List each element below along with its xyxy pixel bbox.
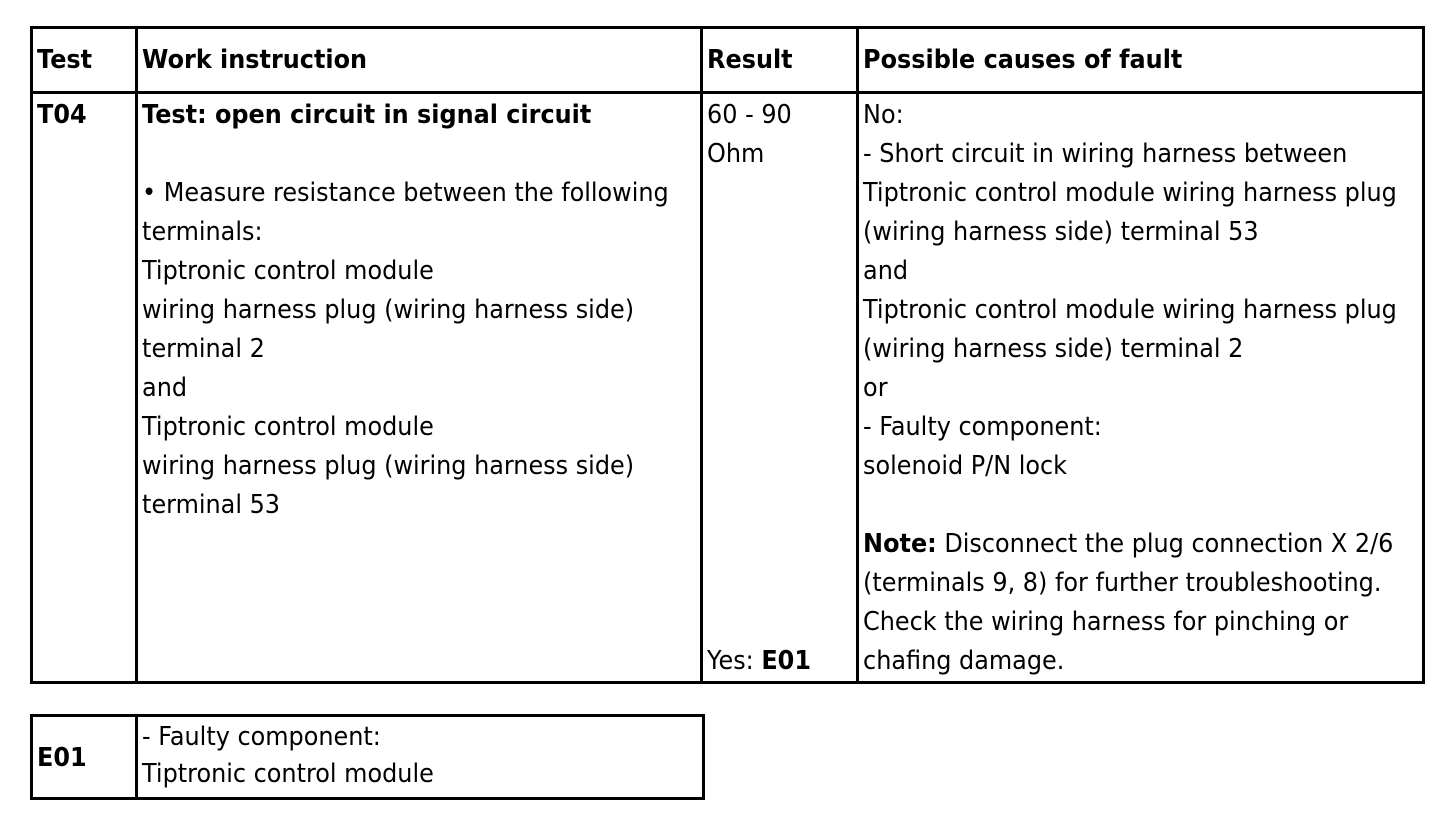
table-header-row — [32, 28, 1424, 93]
instruction-line: terminals: — [141, 217, 263, 247]
cause-line: (wiring harness side) terminal 2 — [862, 334, 1243, 364]
e01-line: - Faulty component: — [141, 722, 381, 752]
instruction-line: terminal 53 — [141, 490, 280, 520]
result-yes-prefix: Yes: — [706, 646, 761, 676]
instruction-line: Tiptronic control module — [141, 412, 434, 442]
result-yes-code: E01 — [760, 646, 811, 676]
instruction-line: • Measure resistance between the following — [141, 178, 669, 208]
e01-code-cell — [32, 716, 129, 799]
instruction-title: Test: open circuit in signal circuit — [141, 100, 591, 130]
possible-causes-cell — [858, 93, 1397, 683]
table-row — [32, 716, 704, 799]
test-id-cell — [32, 93, 129, 683]
e01-table — [30, 714, 705, 800]
cause-line: (wiring harness side) terminal 53 — [862, 217, 1259, 247]
header-work-instruction: Work instruction — [137, 28, 657, 93]
instruction-line: and — [141, 373, 187, 403]
instruction-line: Tiptronic control module — [141, 256, 434, 286]
header-test: Test — [32, 28, 129, 93]
e01-line: Tiptronic control module — [141, 759, 434, 789]
header-result: Result — [702, 28, 846, 93]
cause-line: No: — [862, 100, 904, 130]
note-line: chafing damage. — [862, 646, 1064, 676]
cause-line: - Faulty component: — [862, 412, 1102, 442]
instruction-line: terminal 2 — [141, 334, 265, 364]
cause-line: and — [862, 256, 908, 286]
result-value: 60 - 90 — [706, 100, 792, 130]
test-table — [30, 26, 1425, 684]
note-first-line — [862, 525, 1393, 564]
cause-line: solenoid P/N lock — [862, 451, 1067, 481]
result-cell — [702, 93, 846, 683]
instruction-line: wiring harness plug (wiring harness side) — [141, 451, 634, 481]
result-yes — [707, 642, 811, 681]
e01-description-cell — [137, 716, 659, 799]
note-line: Check the wiring harness for pinching or — [862, 607, 1348, 637]
cause-line: Tiptronic control module wiring harness plug — [862, 295, 1397, 325]
test-id: T04 — [36, 100, 87, 130]
e01-code: E01 — [36, 742, 87, 773]
header-possible-causes: Possible causes of fault — [858, 28, 1379, 93]
work-instruction-cell — [137, 93, 669, 683]
cause-line: or — [862, 373, 888, 403]
table-row — [32, 93, 1424, 683]
cause-line: - Short circuit in wiring harness between — [862, 139, 1347, 169]
cause-line: Tiptronic control module wiring harness plug — [862, 178, 1397, 208]
instruction-line: wiring harness plug (wiring harness side) — [141, 295, 634, 325]
result-unit: Ohm — [706, 139, 764, 169]
note-text: Disconnect the plug connection X 2/6 — [936, 529, 1393, 559]
note-label: Note: — [862, 529, 937, 559]
note-line: (terminals 9, 8) for further troubleshooting. — [862, 568, 1381, 598]
